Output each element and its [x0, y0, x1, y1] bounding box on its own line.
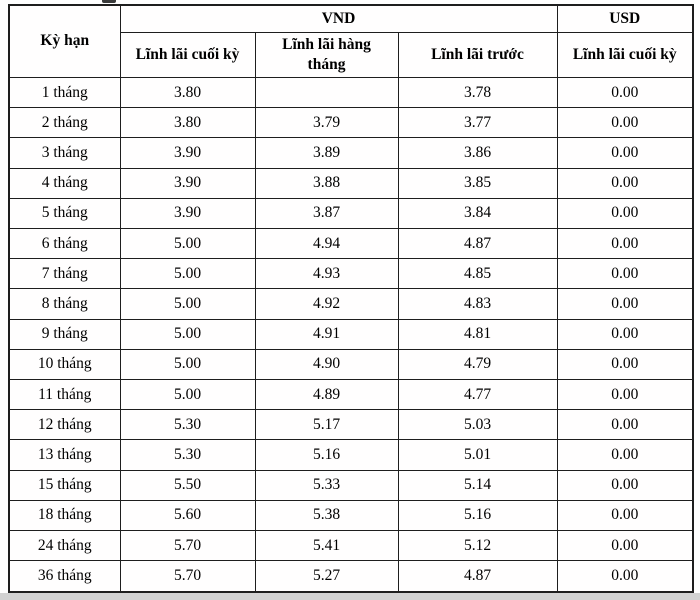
rate-cell: 0.00	[557, 138, 693, 168]
rate-cell: 3.84	[398, 198, 557, 228]
rate-cell: 5.03	[398, 410, 557, 440]
rate-cell: 5.14	[398, 470, 557, 500]
column-header-vnd-end-of-term: Lĩnh lãi cuối kỳ	[120, 33, 255, 78]
rate-cell: 0.00	[557, 470, 693, 500]
table-header	[9, 5, 693, 78]
rate-cell: 0.00	[557, 319, 693, 349]
tenor-cell: 8 tháng	[9, 289, 120, 319]
column-header-tenor: Kỳ hạn	[9, 5, 120, 78]
rate-cell: 4.93	[255, 259, 398, 289]
rate-cell: 0.00	[557, 500, 693, 530]
table-row	[9, 108, 693, 138]
rate-cell: 0.00	[557, 531, 693, 561]
rate-cell: 5.41	[255, 531, 398, 561]
rate-cell: 4.90	[255, 349, 398, 379]
tenor-cell: 2 tháng	[9, 108, 120, 138]
background-strip	[0, 593, 700, 600]
rate-cell: 5.16	[255, 440, 398, 470]
tenor-cell: 1 tháng	[9, 78, 120, 108]
column-header-vnd: VND	[120, 5, 557, 33]
rate-cell: 0.00	[557, 440, 693, 470]
rate-cell: 4.87	[398, 561, 557, 592]
rate-cell: 0.00	[557, 380, 693, 410]
tenor-cell: 3 tháng	[9, 138, 120, 168]
rate-cell: 5.12	[398, 531, 557, 561]
rate-cell: 3.88	[255, 168, 398, 198]
interest-rate-table	[8, 4, 694, 593]
table-row	[9, 410, 693, 440]
rate-cell: 0.00	[557, 259, 693, 289]
rate-cell: 0.00	[557, 410, 693, 440]
rate-cell: 0.00	[557, 349, 693, 379]
tenor-cell: 4 tháng	[9, 168, 120, 198]
tenor-cell: 5 tháng	[9, 198, 120, 228]
rate-cell: 4.85	[398, 259, 557, 289]
table-row	[9, 289, 693, 319]
rate-cell	[255, 78, 398, 108]
tenor-cell: 13 tháng	[9, 440, 120, 470]
rate-cell: 5.00	[120, 289, 255, 319]
rate-cell: 5.60	[120, 500, 255, 530]
tenor-cell: 36 tháng	[9, 561, 120, 592]
rate-cell: 5.17	[255, 410, 398, 440]
rate-cell: 0.00	[557, 108, 693, 138]
rate-cell: 5.00	[120, 229, 255, 259]
tenor-cell: 7 tháng	[9, 259, 120, 289]
rate-cell: 3.90	[120, 138, 255, 168]
tenor-cell: 11 tháng	[9, 380, 120, 410]
rate-cell: 5.30	[120, 440, 255, 470]
rate-cell: 4.92	[255, 289, 398, 319]
tenor-cell: 12 tháng	[9, 410, 120, 440]
table-row	[9, 259, 693, 289]
rate-cell: 5.00	[120, 259, 255, 289]
table-row	[9, 229, 693, 259]
rate-cell: 5.00	[120, 380, 255, 410]
tenor-cell: 9 tháng	[9, 319, 120, 349]
rate-cell: 5.00	[120, 319, 255, 349]
rate-cell: 3.78	[398, 78, 557, 108]
rate-cell: 3.90	[120, 168, 255, 198]
tenor-cell: 6 tháng	[9, 229, 120, 259]
rate-cell: 0.00	[557, 289, 693, 319]
rate-cell: 5.27	[255, 561, 398, 592]
table-row	[9, 531, 693, 561]
rate-cell: 4.94	[255, 229, 398, 259]
tenor-cell: 10 tháng	[9, 349, 120, 379]
table-row	[9, 380, 693, 410]
table-row	[9, 319, 693, 349]
rate-cell: 5.70	[120, 561, 255, 592]
rate-cell: 3.86	[398, 138, 557, 168]
rate-cell: 5.30	[120, 410, 255, 440]
cropped-text-artifact	[102, 0, 116, 3]
rate-cell: 5.16	[398, 500, 557, 530]
rate-cell: 3.90	[120, 198, 255, 228]
rate-cell: 0.00	[557, 561, 693, 592]
rate-cell: 4.77	[398, 380, 557, 410]
rate-cell: 3.87	[255, 198, 398, 228]
rate-cell: 5.00	[120, 349, 255, 379]
rate-cell: 4.81	[398, 319, 557, 349]
rate-cell: 0.00	[557, 168, 693, 198]
table-row	[9, 500, 693, 530]
rate-cell: 4.83	[398, 289, 557, 319]
table-row	[9, 168, 693, 198]
rate-cell: 0.00	[557, 229, 693, 259]
column-header-usd: USD	[557, 5, 693, 33]
header-row-currency	[9, 5, 693, 33]
table-row	[9, 561, 693, 592]
tenor-cell: 15 tháng	[9, 470, 120, 500]
rate-cell: 3.80	[120, 108, 255, 138]
rate-cell: 0.00	[557, 78, 693, 108]
table-row	[9, 198, 693, 228]
rate-cell: 4.79	[398, 349, 557, 379]
column-header-vnd-monthly: Lĩnh lãi hàng tháng	[255, 33, 398, 78]
table-row	[9, 440, 693, 470]
rate-cell: 0.00	[557, 198, 693, 228]
tenor-cell: 24 tháng	[9, 531, 120, 561]
rate-cell: 3.79	[255, 108, 398, 138]
table-row	[9, 470, 693, 500]
rate-cell: 4.89	[255, 380, 398, 410]
tenor-cell: 18 tháng	[9, 500, 120, 530]
rate-cell: 3.89	[255, 138, 398, 168]
rate-cell: 5.70	[120, 531, 255, 561]
rate-cell: 3.80	[120, 78, 255, 108]
rate-cell: 5.33	[255, 470, 398, 500]
rate-cell: 5.01	[398, 440, 557, 470]
rate-cell: 3.77	[398, 108, 557, 138]
table-body	[9, 78, 693, 593]
rate-cell: 4.87	[398, 229, 557, 259]
table-row	[9, 78, 693, 108]
column-header-vnd-upfront: Lĩnh lãi trước	[398, 33, 557, 78]
table-row	[9, 138, 693, 168]
rate-cell: 5.38	[255, 500, 398, 530]
column-header-usd-end-of-term: Lĩnh lãi cuối kỳ	[557, 33, 693, 78]
table-row	[9, 349, 693, 379]
rate-cell: 4.91	[255, 319, 398, 349]
rate-cell: 5.50	[120, 470, 255, 500]
rate-cell: 3.85	[398, 168, 557, 198]
